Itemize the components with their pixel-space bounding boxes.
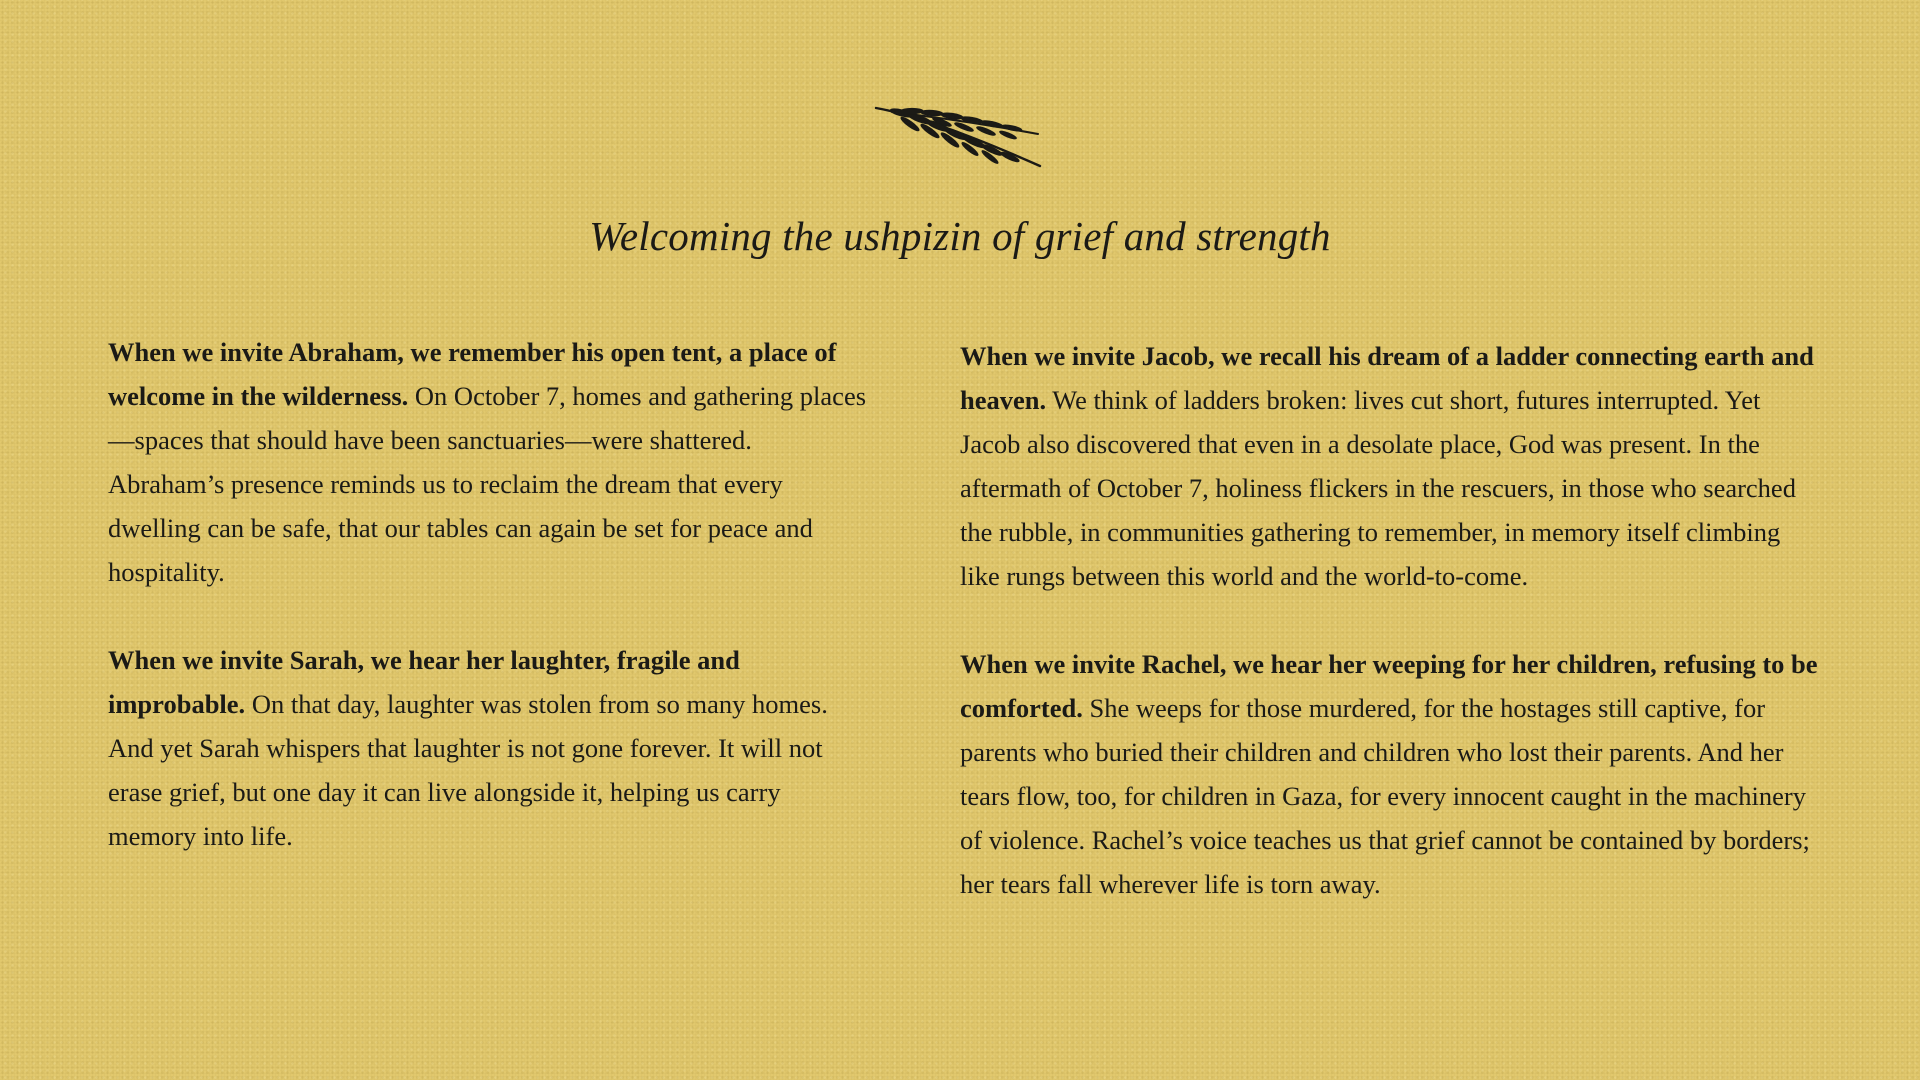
paragraph-rachel [960, 642, 1820, 906]
paragraph-body: On October 7, homes and gathering places—spaces that should have been sanctuaries—were shattered. Abraham’s presence reminds us to reclaim the dream that every dwelling can be safe, that our tables can again be set for peace and hospitality. [108, 381, 867, 587]
paragraph-body: She weeps for those murdered, for the hostages still captive, for parents who buried their children and children who lost their parents. And her tears flow, too, for children in Gaza, for every innocent caught in the machinery of violence. Rachel’s voice teaches us that grief cannot be contained by borders; her tears fall wherever life is torn away. [960, 693, 1810, 899]
paragraph-body: We think of ladders broken: lives cut short, futures interrupted. Yet Jacob also discovered that even in a desolate place, God was present. In the aftermath of October 7, holiness flickers in the rescuers, in those who searched the rubble, in communities gathering to remember, in memory itself climbing like rungs between this world and the world-to-come. [960, 385, 1796, 591]
paragraph-sarah [108, 638, 868, 858]
paragraph-abraham [108, 330, 868, 594]
paragraph-lead: When we invite Abraham, we remember his open tent, a place of welcome in the wilderness. [108, 337, 837, 411]
paragraph-lead: When we invite Sarah, we hear her laughter, fragile and improbable. [108, 645, 740, 719]
wheat-stalk-icon [872, 100, 1042, 172]
right-column [960, 334, 1820, 950]
paragraph-body: On that day, laughter was stolen from so many homes. And yet Sarah whispers that laughter is not gone forever. It will not erase grief, but one day it can live alongside it, helping us carry memory into life. [108, 689, 828, 851]
page-title: Welcoming the ushpizin of grief and strength [589, 213, 1331, 259]
paragraph-lead: When we invite Jacob, we recall his dream of a ladder connecting earth and heaven. [960, 341, 1814, 415]
paragraph-jacob [960, 334, 1820, 598]
left-column [108, 330, 868, 902]
paragraph-lead: When we invite Rachel, we hear her weeping for her children, refusing to be comforted. [960, 649, 1818, 723]
